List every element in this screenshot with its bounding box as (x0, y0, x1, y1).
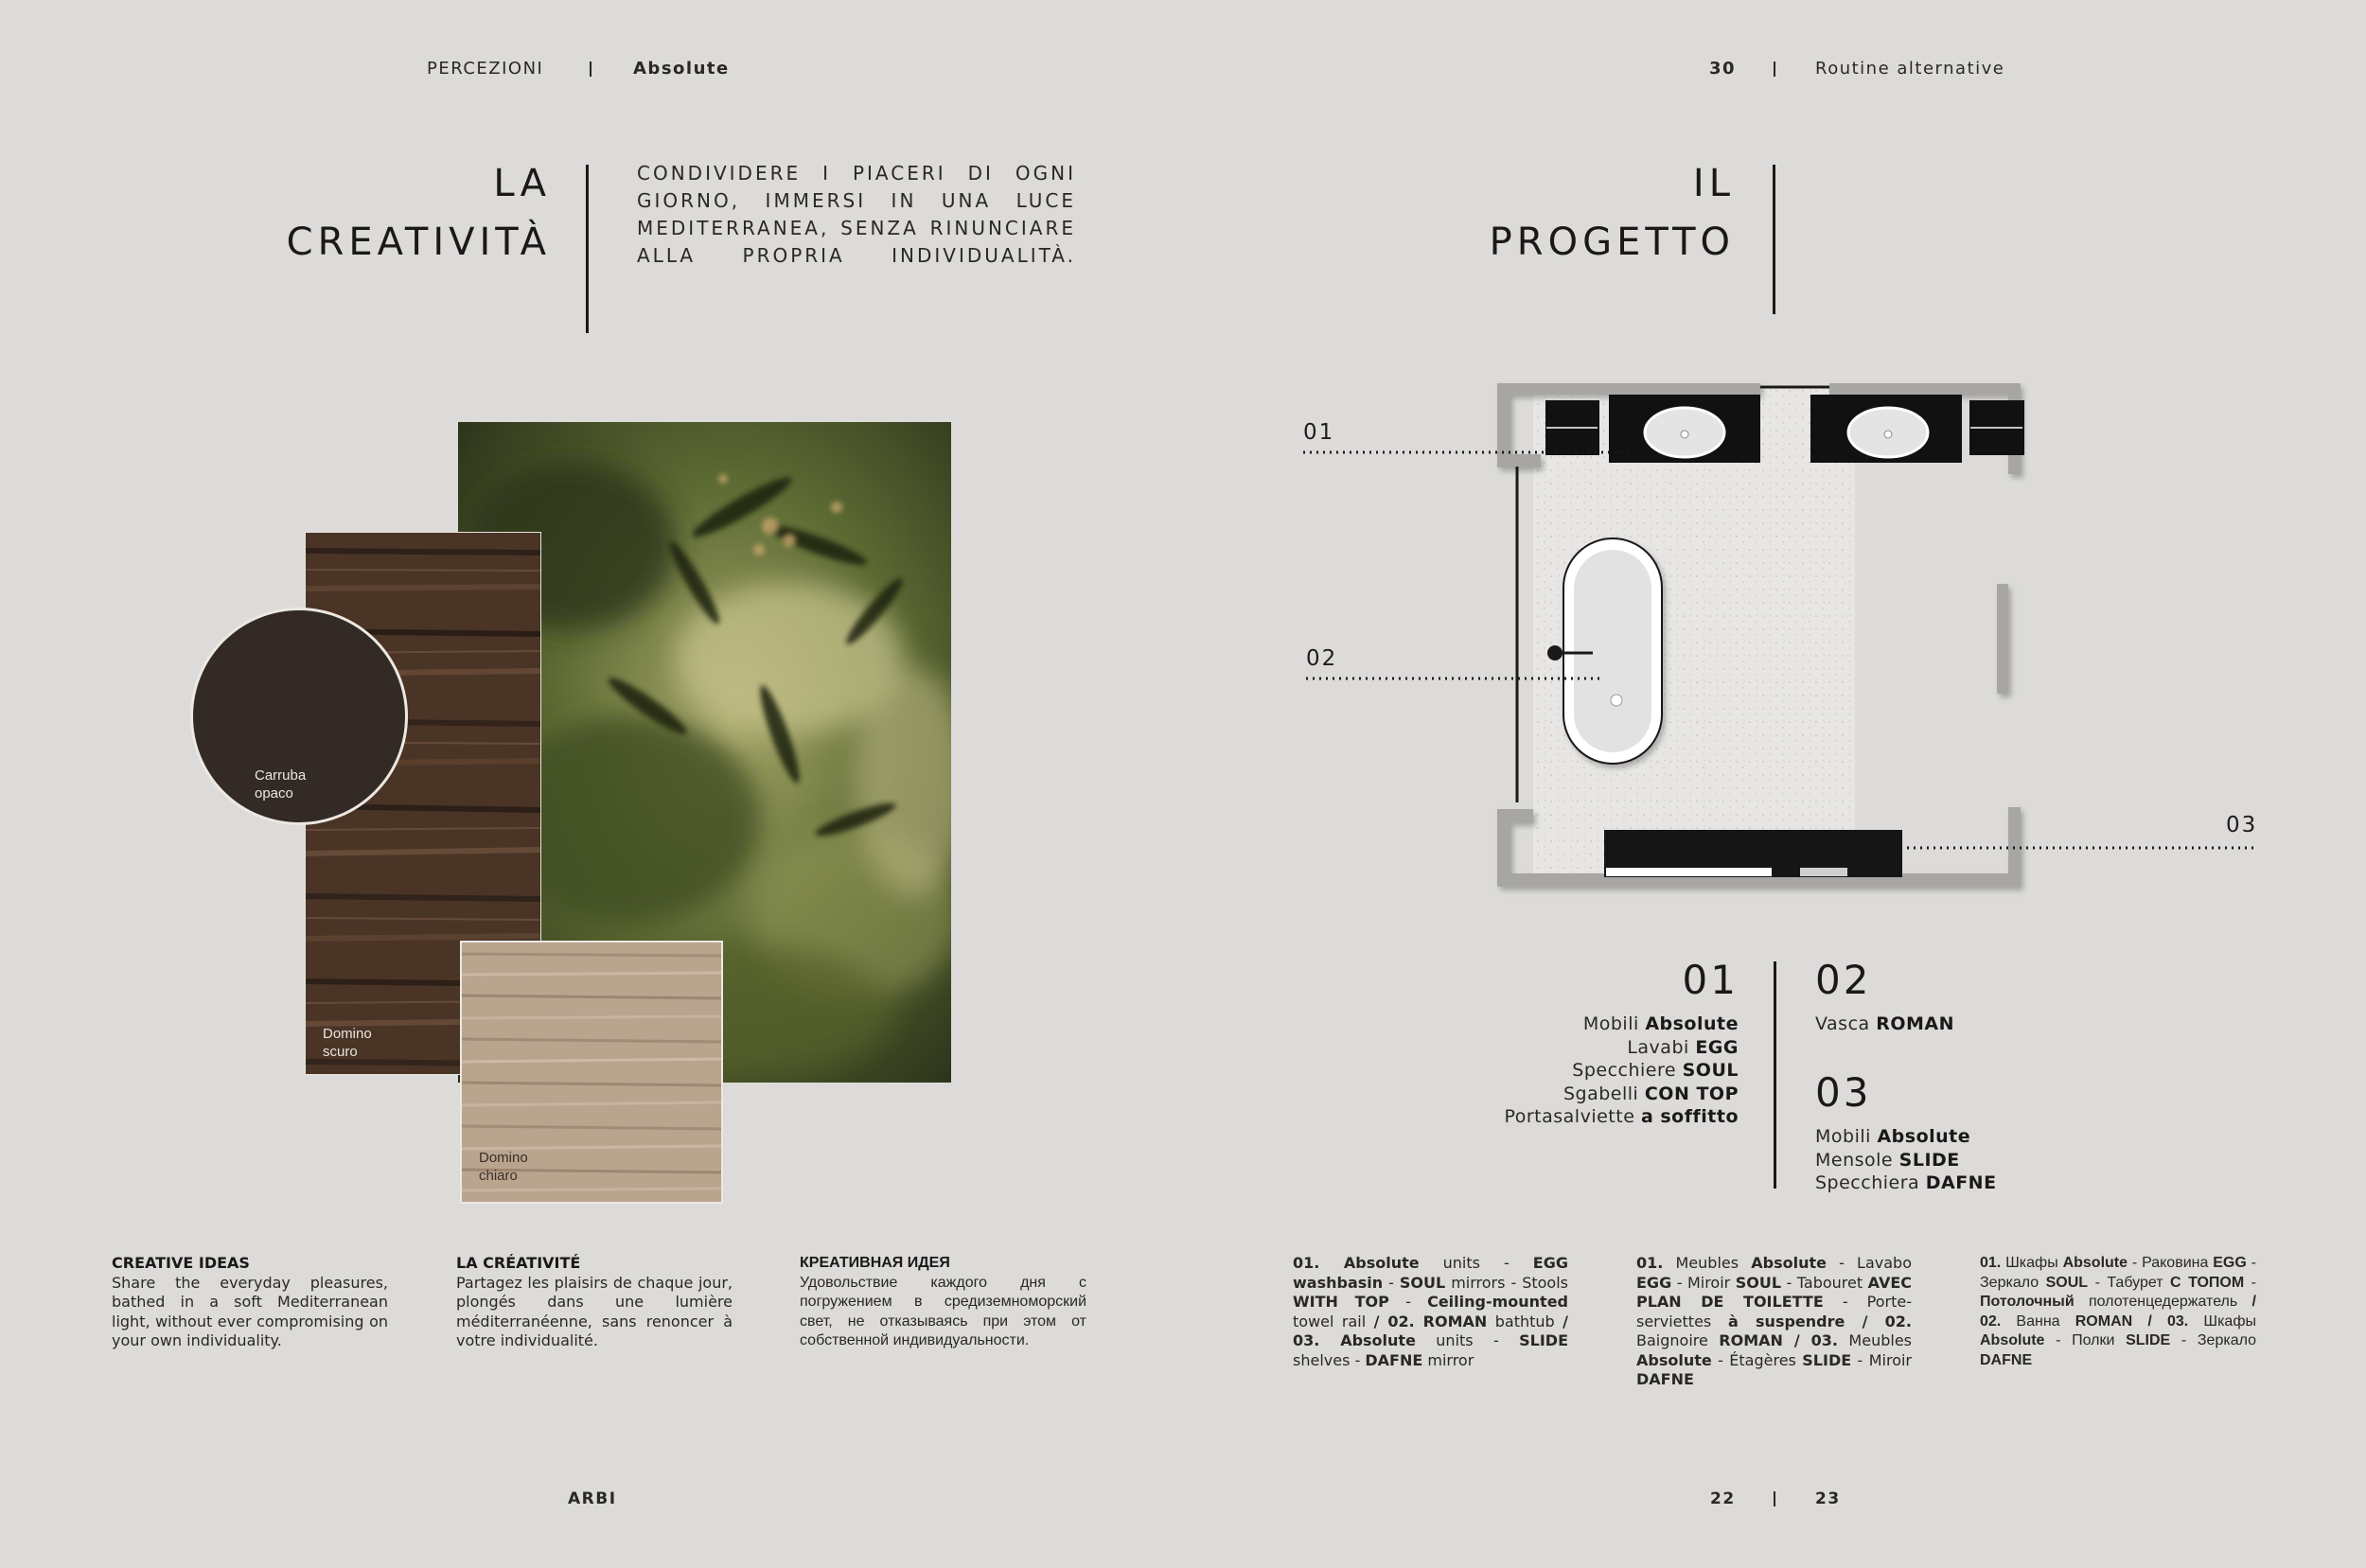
legend-list (1504, 1013, 1739, 1129)
column-heading: CREATIVE IDEAS (112, 1254, 250, 1272)
column-text-run: - Miroir (1851, 1350, 1913, 1369)
title-line: LA (493, 162, 551, 205)
legend-number: 03 (1815, 1069, 1872, 1116)
column-text-run: - (1388, 1293, 1428, 1311)
legend-divider (1774, 961, 1776, 1189)
footer-separator (1774, 1491, 1775, 1506)
column-bold-run: DAFNE (1636, 1370, 1694, 1388)
legend-item-product: SLIDE (1898, 1149, 1960, 1171)
text-column-fr-right (1636, 1254, 1912, 1390)
column-bold-run: / 03. Absolute (1293, 1312, 1569, 1349)
intro-text: CONDIVIDERE I PIACERI DI OGNI GIORNO, IMMERSI IN UNA LUCE MEDITERRANEA, SENZA RINUNCIARE ALLA PROPRIA INDIVIDUALITÀ. (637, 162, 1076, 267)
column-bold-run: à suspendre / 02. (1728, 1312, 1913, 1330)
swatch-label-carruba: Carruba opaco (255, 767, 307, 802)
header-section: Routine alternative (1815, 59, 2005, 79)
footer-page-right: 23 (1815, 1489, 1841, 1508)
column-text-run: towel rail (1293, 1312, 1374, 1330)
column-bold-run: 01. (1980, 1255, 2002, 1271)
text-column-ru (800, 1254, 1086, 1351)
header-separator (1774, 62, 1775, 77)
column-text-run: - Зеркало (1980, 1255, 2256, 1291)
column-text-run: Meubles (1837, 1331, 1912, 1349)
legend-item-label: Portasalviette (1504, 1106, 1641, 1127)
column-text-run: - Lavabo (1826, 1254, 1912, 1272)
text-column-en-right (1293, 1254, 1568, 1370)
column-bold-run: SOUL (1399, 1273, 1446, 1292)
column-bold-run: Absolute (1636, 1350, 1712, 1369)
bathroom-floor-plan (1297, 374, 2271, 908)
legend-item-product: EGG (1695, 1036, 1739, 1058)
legend-item-product: CON TOP (1644, 1083, 1739, 1104)
column-text-run: Baignoire (1636, 1331, 1720, 1349)
plan-label-01: 01 (1303, 420, 1335, 445)
plan-label-03: 03 (2226, 813, 2258, 837)
header-section: PERCEZIONI (427, 59, 544, 79)
column-text-run: Ванна (2001, 1313, 2075, 1330)
column-bold-run: С ТОПОМ (2170, 1274, 2245, 1291)
legend-item (1815, 1172, 1997, 1195)
plan-label-02: 02 (1306, 646, 1338, 671)
column-text-run: - Tabouret (1781, 1273, 1868, 1292)
column-bold-run: SLIDE (2126, 1332, 2171, 1348)
column-bold-run: ROMAN / 03. (1719, 1331, 1838, 1349)
footer-brand: ARBI (568, 1489, 617, 1508)
legend-item-label: Specchiere (1572, 1060, 1683, 1081)
legend-item (1815, 1013, 1954, 1036)
legend-item (1504, 1059, 1739, 1083)
title-divider (586, 165, 589, 333)
title-divider (1773, 165, 1775, 314)
legend-item-label: Lavabi (1627, 1036, 1696, 1058)
column-text-run: bathtub (1487, 1312, 1563, 1330)
column-text-run: shelves - (1293, 1350, 1366, 1369)
column-bold-run: / 02. ROMAN (1373, 1312, 1488, 1330)
column-bold-run: SOUL (1735, 1273, 1782, 1292)
column-bold-run: EGG (1636, 1273, 1672, 1292)
column-text-run: - Porte-serviettes (1636, 1293, 1913, 1330)
text-column-ru-right (1980, 1254, 2256, 1370)
column-bold-run: SLIDE (1802, 1350, 1852, 1369)
column-text: Share the everyday pleasures, bathed in a soft Mediterranean light, without ever compromising on your own individuality. (112, 1273, 388, 1349)
legend-item-label: Vasca (1815, 1013, 1877, 1034)
legend-item-label: Mobili (1815, 1126, 1878, 1147)
legend-item (1504, 1105, 1739, 1129)
legend-item (1504, 1013, 1739, 1036)
column-text-run: - Зеркало (2170, 1332, 2256, 1348)
title-line: IL (1692, 162, 1735, 205)
column-text-run: Шкафы (2001, 1255, 2063, 1271)
legend-item-label: Specchiera (1815, 1172, 1926, 1193)
column-bold-run: 01. (1636, 1254, 1664, 1272)
column-bold-run: WITH TOP (1293, 1293, 1389, 1311)
legend-item-label: Mobili (1582, 1013, 1646, 1034)
column-text-run: - (2244, 1274, 2257, 1291)
column-bold-run: DAFNE (1365, 1350, 1423, 1369)
legend-02 (1815, 958, 1954, 1036)
page-title-left (287, 154, 551, 272)
column-text-run: - Табурет (2088, 1274, 2171, 1291)
legend-item-product: a soffitto (1640, 1106, 1739, 1127)
moodboard (185, 416, 961, 1211)
column-text-run: - (1383, 1273, 1400, 1292)
legend-list (1815, 1125, 1997, 1195)
column-text-run: - Полки (2044, 1332, 2127, 1348)
column-heading: КРЕАТИВНАЯ ИДЕЯ (800, 1255, 950, 1271)
column-text-run: units - (1415, 1331, 1520, 1349)
column-text-run: Шкафы (2188, 1313, 2256, 1330)
column-text-run: - Раковина (2128, 1255, 2214, 1271)
column-text: Partagez les plaisirs de chaque jour, plongés dans une lumière méditerranéenne, sans renoncer à votre individualité. (456, 1273, 733, 1349)
legend-number: 01 (1682, 957, 1739, 1003)
legend-item-product: ROMAN (1876, 1013, 1954, 1034)
column-text-run: units - (1419, 1254, 1533, 1272)
column-bold-run: AVEC PLAN DE TOILETTE (1636, 1273, 1913, 1311)
legend-item (1815, 1149, 1997, 1172)
column-text: Удовольствие каждого дня с погружением в средиземноморский свет, не отказываясь при этом от собственной индивидуальности. (800, 1274, 1086, 1348)
legend-item (1504, 1036, 1739, 1060)
column-text-run: Meubles (1663, 1254, 1752, 1272)
column-bold-run: Absolute (1751, 1254, 1827, 1272)
legend-number: 02 (1815, 957, 1872, 1003)
legend-03 (1815, 1070, 1997, 1195)
title-line: CREATIVITÀ (286, 220, 551, 264)
legend-list (1815, 1013, 1954, 1036)
legend-item-label: Mensole (1815, 1149, 1899, 1171)
title-line: PROGETTO (1489, 220, 1735, 264)
header-product: Absolute (633, 59, 730, 79)
page-title-right (1490, 154, 1735, 272)
legend-item-label: Sgabelli (1563, 1083, 1645, 1104)
text-column-en (112, 1254, 388, 1351)
legend-01 (1504, 958, 1739, 1129)
column-bold-run: Absolute (2062, 1255, 2128, 1271)
column-bold-run: ROMAN / 03. (2075, 1313, 2189, 1330)
swatch-label-domino-scuro: Domino scuro (323, 1026, 372, 1060)
legend-item-product: SOUL (1682, 1060, 1739, 1081)
column-text-run: полотенцедержатель (2074, 1294, 2252, 1310)
column-bold-run: 01. Absolute (1293, 1254, 1420, 1272)
footer-page-left: 22 (1710, 1489, 1736, 1508)
column-text-run: mirror (1422, 1350, 1474, 1369)
column-bold-run: SOUL (2045, 1274, 2089, 1291)
column-bold-run: Потолочный (1980, 1294, 2075, 1310)
text-column-fr (456, 1254, 733, 1351)
column-bold-run: / 02. (1980, 1294, 2256, 1330)
legend-item-product: Absolute (1877, 1126, 1971, 1147)
column-bold-run: DAFNE (1980, 1351, 2033, 1368)
header-page-number: 30 (1709, 59, 1737, 79)
column-text-run: - Miroir (1671, 1273, 1736, 1292)
column-heading: LA CRÉATIVITÉ (456, 1254, 581, 1272)
column-text-run: - Étagères (1711, 1350, 1803, 1369)
column-text-run: mirrors - Stools (1445, 1273, 1569, 1292)
column-bold-run: Ceiling-mounted (1427, 1293, 1569, 1311)
legend-item (1815, 1125, 1997, 1149)
header-separator (590, 62, 592, 77)
column-bold-run: Absolute (1980, 1332, 2045, 1348)
legend-item (1504, 1083, 1739, 1106)
legend-item-product: DAFNE (1925, 1172, 1997, 1193)
column-bold-run: EGG washbasin (1293, 1254, 1568, 1292)
legend-item-product: Absolute (1645, 1013, 1739, 1034)
column-bold-run: SLIDE (1519, 1331, 1568, 1349)
column-bold-run: EGG (2213, 1255, 2247, 1271)
swatch-label-domino-chiaro: Domino chiaro (479, 1150, 528, 1184)
